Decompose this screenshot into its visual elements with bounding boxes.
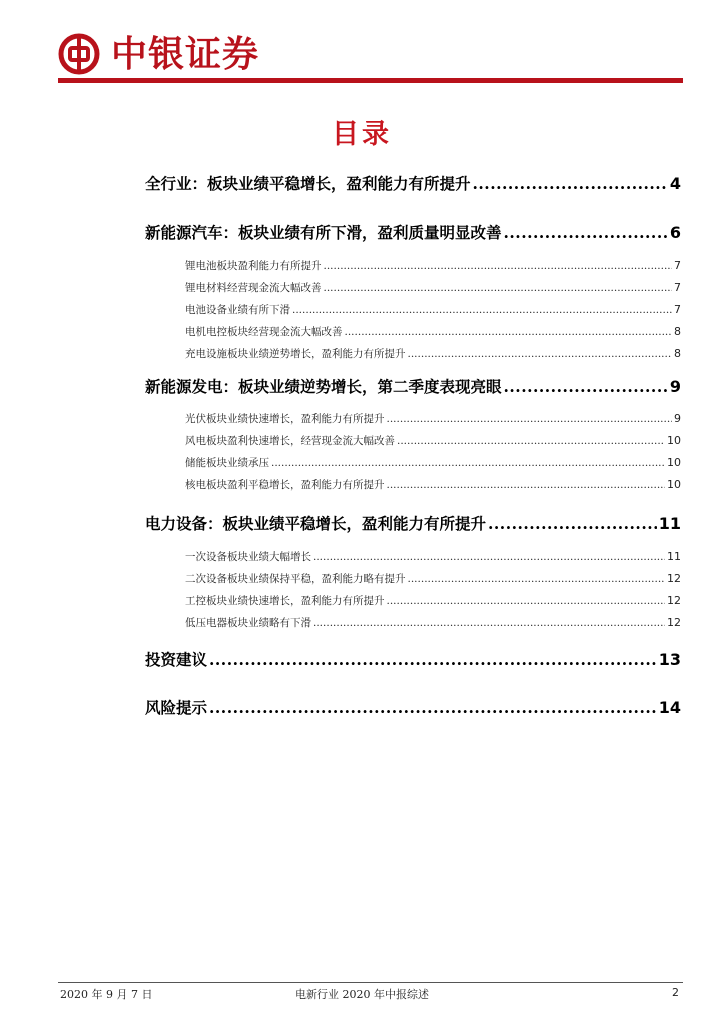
toc-entry-label: 充电设施板块业绩逆势增长，盈利能力有所提升 [185,348,406,360]
toc-entry-label: 工控板块业绩快速增长，盈利能力有所提升 [185,595,385,607]
toc-entry-label: 新能源发电：板块业绩逆势增长，第二季度表现亮眼 [145,377,502,396]
toc-leader-dots [504,223,668,242]
toc-leader-dots [271,457,665,469]
toc-entry-label: 全行业：板块业绩平稳增长，盈利能力有所提升 [145,174,471,193]
toc-page-number: 14 [658,698,681,717]
toc-leader-dots [313,551,665,563]
toc-page-number: 6 [669,223,681,242]
toc-page-number: 8 [674,347,681,360]
toc-entry-label: 投资建议 [145,650,208,669]
toc-entry-label: 锂电材料经营现金流大幅改善 [185,282,322,294]
toc-entry-label: 二次设备板块业绩保持平稳，盈利能力略有提升 [185,573,406,585]
toc-subentry[interactable] [185,593,681,608]
footer-page-number: 2 [672,986,679,999]
toc-page-number: 7 [674,259,681,272]
toc-entry[interactable] [145,172,681,194]
toc-leader-dots [313,617,665,629]
toc-subentry[interactable] [185,411,681,426]
toc-page-number: 9 [669,377,681,396]
toc-subentry[interactable] [185,455,681,470]
toc-entry-label: 电机电控板块经营现金流大幅改善 [185,326,343,338]
toc-subentry[interactable] [185,258,681,273]
brand-name: 中银证券 [111,33,260,75]
toc-page-number: 10 [667,456,681,469]
toc-entry-label: 电池设备业绩有所下滑 [185,304,290,316]
toc-leader-dots [488,514,657,533]
toc-leader-dots [324,282,673,294]
toc-leader-dots [397,435,665,447]
footer-date: 2020 年 9 月 7 日 [60,988,153,1001]
toc-entry-label: 风电板块盈利快速增长，经营现金流大幅改善 [185,435,395,447]
toc-leader-dots [209,698,657,717]
footer-report-title: 电新行业 2020 年中报综述 [295,988,429,1001]
toc-subentry[interactable] [185,615,681,630]
bank-of-china-logo-icon [58,33,100,75]
toc-leader-dots [387,413,673,425]
toc-leader-dots [473,174,668,193]
toc-subentry[interactable] [185,280,681,295]
toc-subentry[interactable] [185,324,681,339]
toc-subentry[interactable] [185,302,681,317]
toc-page-number: 13 [658,650,681,669]
toc-entry-label: 新能源汽车：板块业绩有所下滑，盈利质量明显改善 [145,223,502,242]
toc-entry[interactable] [145,696,681,718]
toc-entry-label: 一次设备板块业绩大幅增长 [185,551,311,563]
toc-leader-dots [387,479,666,491]
toc-page-number: 9 [674,412,681,425]
toc-entry[interactable] [145,512,681,534]
toc-leader-dots [209,650,657,669]
toc-entry-label: 锂电池板块盈利能力有所提升 [185,260,322,272]
toc-leader-dots [345,326,673,338]
toc-page-number: 7 [674,281,681,294]
toc-entry-label: 光伏板块业绩快速增长，盈利能力有所提升 [185,413,385,425]
toc-entry-label: 电力设备：板块业绩平稳增长，盈利能力有所提升 [145,514,487,533]
header-divider [58,78,683,83]
toc-subentry[interactable] [185,346,681,361]
toc-leader-dots [387,595,666,607]
toc-subentry[interactable] [185,433,681,448]
toc-entry[interactable] [145,648,681,670]
toc-entry-label: 低压电器板块业绩略有下滑 [185,617,311,629]
toc-entry[interactable] [145,221,681,243]
toc-entry-label: 风险提示 [145,698,208,717]
toc-page-number: 4 [669,174,681,193]
toc-leader-dots [504,377,668,396]
toc-entry-label: 核电板块盈利平稳增长，盈利能力有所提升 [185,479,385,491]
toc-subentry[interactable] [185,549,681,564]
toc-page-number: 8 [674,325,681,338]
footer-divider [58,982,683,983]
toc-page-number: 12 [667,572,681,585]
toc-page-number: 12 [667,616,681,629]
toc-leader-dots [408,573,666,585]
toc-page-number: 10 [667,478,681,491]
page-title: 目录 [332,119,392,150]
toc-subentry[interactable] [185,571,681,586]
toc-page-number: 7 [674,303,681,316]
toc-page-number: 12 [667,594,681,607]
toc-leader-dots [408,348,673,360]
toc-leader-dots [292,304,672,316]
toc-leader-dots [324,260,673,272]
toc-entry-label: 储能板块业绩承压 [185,457,269,469]
toc-page-number: 10 [667,434,681,447]
toc-page-number: 11 [658,514,681,533]
toc-entry[interactable] [145,375,681,397]
toc-subentry[interactable] [185,477,681,492]
toc-page-number: 11 [667,550,681,563]
